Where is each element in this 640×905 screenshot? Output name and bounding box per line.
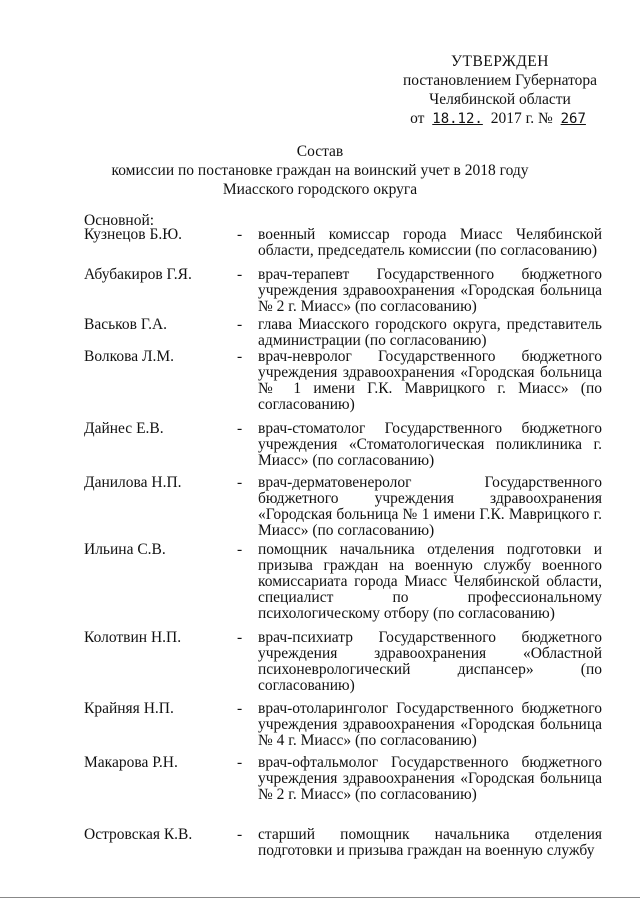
member-dash: - bbox=[237, 474, 243, 491]
approval-line-1: постановлением Губернатора bbox=[402, 72, 598, 89]
date-suffix: 2017 г. № bbox=[490, 110, 553, 127]
member-dash: - bbox=[237, 348, 243, 365]
member-dash: - bbox=[237, 826, 243, 843]
member-dash: - bbox=[237, 754, 243, 771]
document-title bbox=[0, 142, 640, 199]
member-description: врач-терапевт Государственного бюджетного учреждения здравоохранения «Городская больница № 2 г. Миасс» (по согласованию) bbox=[258, 266, 602, 315]
member-name: Колотвин Н.П. bbox=[84, 629, 182, 646]
member-dash: - bbox=[237, 266, 243, 283]
member-description: врач-стоматолог Государственного бюджетного учреждения «Стоматологическая поликлиника г. Миасс» (по согласованию) bbox=[258, 420, 602, 469]
approval-date-line bbox=[380, 109, 620, 129]
member-dash: - bbox=[237, 420, 243, 437]
member-dash: - bbox=[237, 700, 243, 717]
member-name: Абубакиров Г.Я. bbox=[84, 266, 192, 283]
member-name: Волкова Л.М. bbox=[84, 348, 175, 365]
member-name: Островская К.В. bbox=[84, 826, 193, 843]
member-description: старший помощник начальника отделения подготовки и призыва граждан на военную службу bbox=[258, 826, 602, 859]
member-dash: - bbox=[237, 316, 243, 333]
member-description: военный комиссар города Миасс Челябинской области, председатель комиссии (по согласованию) bbox=[258, 226, 602, 259]
member-description: врач-невролог Государственного бюджетного учреждения здравоохранения «Городская больница № 1 имени Г.К. Маврицкого г. Миасс» (по согласованию) bbox=[258, 348, 602, 413]
title-line-2: комиссии по постановке граждан на воинский учет в 2018 году bbox=[111, 162, 529, 179]
member-description: врач-офтальмолог Государственного бюджетного учреждения здравоохранения «Городская больница № 2 г. Миасс» (по согласованию) bbox=[258, 754, 602, 803]
member-name: Дайнес Е.В. bbox=[84, 420, 164, 437]
member-dash: - bbox=[237, 541, 243, 558]
member-description: врач-отоларинголог Государственного бюджетного учреждения здравоохранения «Городская больница № 4 г. Миасс» (по согласованию) bbox=[258, 700, 602, 749]
approval-line-2: Челябинской области bbox=[429, 91, 571, 108]
approval-block bbox=[380, 52, 620, 129]
section-label: Основной: bbox=[84, 212, 155, 229]
member-name: Васьков Г.А. bbox=[84, 316, 168, 333]
title-line-1: Состав bbox=[296, 143, 344, 160]
member-description: врач-психиатр Государственного бюджетного учреждения здравоохранения «Областной психоневрологический диспансер» (по согласованию) bbox=[258, 629, 602, 694]
title-line-3: Миасского городского округа bbox=[222, 181, 418, 198]
member-description: помощник начальника отделения подготовки и призыва граждан на военную службу военного комиссариата города Миасс Челябинской области, специалист по профессиональному психологическому отбору (по согласованию) bbox=[258, 541, 602, 622]
member-description: глава Миасского городского округа, представитель администрации (по согласованию) bbox=[258, 316, 602, 349]
member-description: врач-дерматовенеролог Государственного бюджетного учреждения здравоохранения «Городская больница № 1 имени Г.К. Маврицкого г. Миасс» (по согласованию) bbox=[258, 474, 602, 539]
member-dash: - bbox=[237, 629, 243, 646]
member-name: Ильина С.В. bbox=[84, 541, 166, 558]
member-name: Крайняя Н.П. bbox=[84, 700, 174, 717]
approval-heading: УТВЕРЖДЕН bbox=[451, 53, 549, 70]
date-value: 18.12. bbox=[432, 111, 483, 127]
decree-number: 267 bbox=[560, 111, 586, 127]
member-dash: - bbox=[237, 226, 243, 243]
member-name: Данилова Н.П. bbox=[84, 474, 182, 491]
member-name: Макарова Р.Н. bbox=[84, 754, 178, 771]
date-prefix: от bbox=[410, 110, 425, 127]
bottom-edge-line bbox=[0, 897, 640, 898]
member-name: Кузнецов Б.Ю. bbox=[84, 226, 183, 243]
